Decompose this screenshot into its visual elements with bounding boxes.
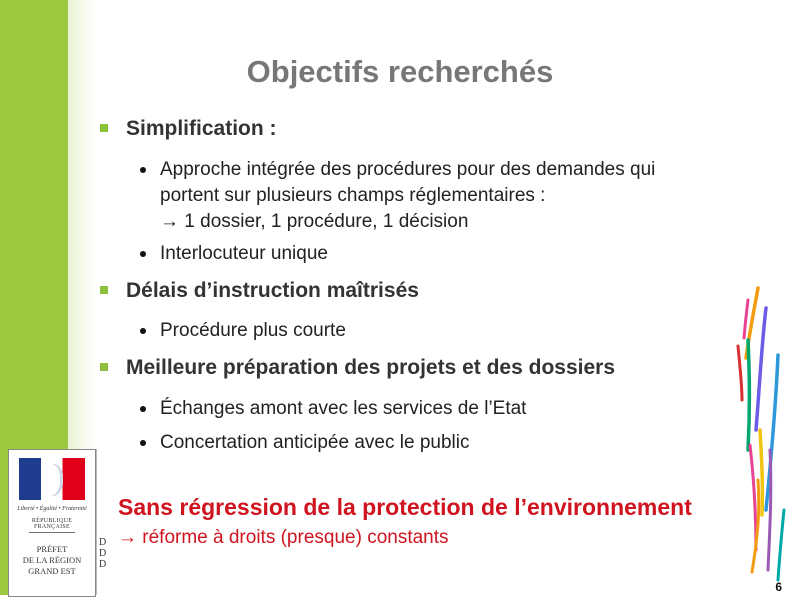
list-item-text — [160, 241, 760, 267]
logo-prefet-line: DE LA RÉGION — [22, 555, 82, 565]
prefecture-logo — [8, 449, 96, 597]
stroke-red — [738, 346, 742, 400]
decorative-strokes — [700, 280, 794, 595]
marianne-profile-icon — [41, 464, 63, 496]
round-bullet-icon — [140, 328, 146, 334]
second-logo-text — [99, 537, 106, 570]
list-item-text — [160, 430, 760, 456]
list-item-line: Interlocuteur unique — [160, 243, 328, 264]
conclusion-sub: → réforme à droits (presque) constants — [118, 527, 449, 548]
square-bullet-icon — [100, 286, 108, 294]
stroke-teal — [778, 510, 784, 580]
list-item-line: portent sur plusieurs champs réglementaires : — [160, 185, 546, 206]
list-item-line: Procédure plus courte — [160, 320, 346, 341]
second-logo-letter: D — [99, 559, 107, 570]
slide-title: Objectifs recherchés — [246, 54, 554, 89]
second-logo-partial — [96, 449, 109, 595]
stroke-purple — [756, 308, 766, 430]
list-item-text — [160, 157, 760, 235]
stroke-green — [748, 340, 750, 450]
logo-motto: Liberté • Égalité • Fraternité — [17, 506, 87, 512]
conclusion-main: Sans régression de la protection de l’environnement — [118, 494, 692, 520]
logo-republic: RÉPUBLIQUE FRANÇAISE — [31, 518, 73, 530]
round-bullet-icon — [140, 167, 146, 173]
second-logo-letter: D — [99, 537, 107, 548]
logo-prefet — [13, 544, 91, 577]
second-logo-letter: D — [99, 548, 107, 559]
section-heading: Meilleure préparation des projets et des dossiers — [126, 356, 615, 379]
list-item-text — [160, 396, 760, 422]
round-bullet-icon — [140, 406, 146, 412]
logo-prefet-line: GRAND EST — [28, 566, 76, 576]
square-bullet-icon — [100, 124, 108, 132]
stroke-magenta — [750, 445, 756, 550]
list-item-line: → 1 dossier, 1 procédure, 1 décision — [160, 211, 469, 232]
logo-prefet-line: PRÉFET — [36, 544, 68, 554]
round-bullet-icon — [140, 440, 146, 446]
section-heading: Délais d’instruction maîtrisés — [126, 279, 419, 302]
stroke-yellow — [760, 430, 762, 515]
round-bullet-icon — [140, 251, 146, 257]
list-item-line: Approche intégrée des procédures pour des demandes qui — [160, 159, 656, 180]
section-heading: Simplification : — [126, 117, 277, 140]
marianne-flag-icon — [19, 458, 85, 500]
square-bullet-icon — [100, 363, 108, 371]
page-number: 6 — [775, 580, 782, 594]
stroke-pink — [744, 300, 748, 338]
logo-divider — [29, 532, 75, 533]
list-item-line: Échanges amont avec les services de l’Etat — [160, 398, 527, 419]
list-item-text — [160, 318, 760, 344]
list-item-line: Concertation anticipée avec le public — [160, 432, 470, 453]
